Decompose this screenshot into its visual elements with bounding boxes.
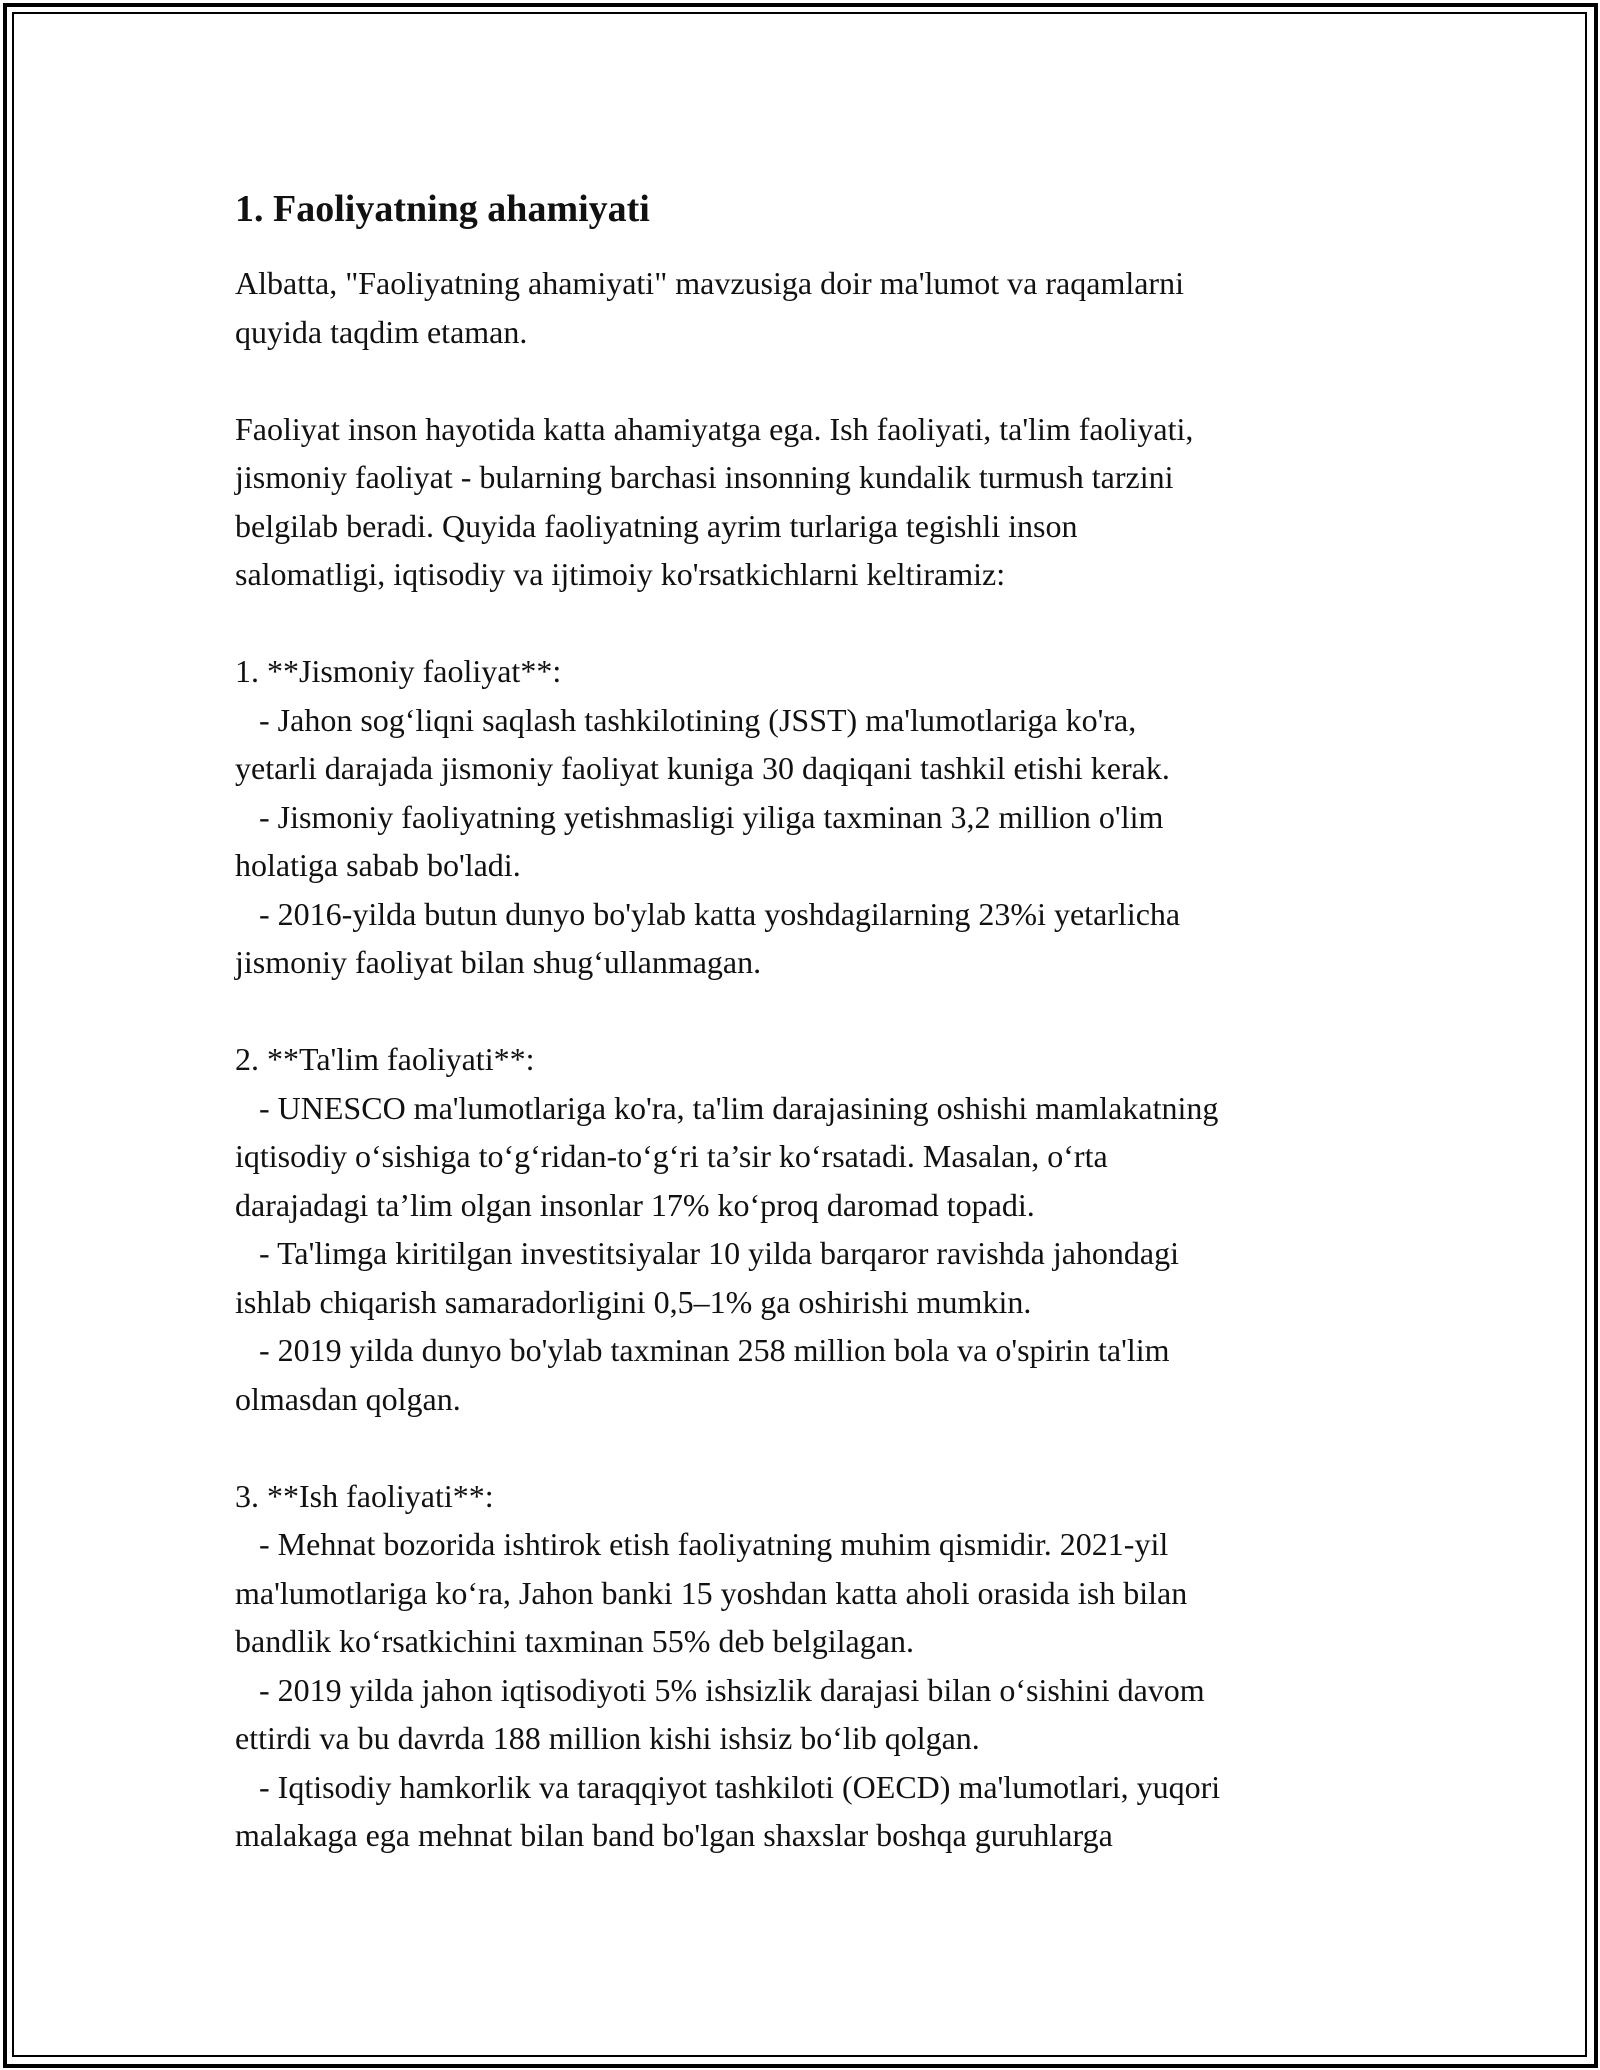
list-line: yetarli darajada jismoniy faoliyat kuniga 30 daqiqani tashkil etishi kerak. (235, 750, 1170, 786)
document-page (235, 185, 1365, 1860)
section-physical-activity (235, 647, 1365, 987)
list-item-title: 1. **Jismoniy faoliyat**: (235, 653, 562, 689)
list-item-title: 2. **Ta'lim faoliyati**: (235, 1041, 535, 1077)
paragraph-gap (235, 987, 1365, 1036)
intro-line: Albatta, "Faoliyatning ahamiyati" mavzusiga doir ma'lumot va raqamlarni (235, 265, 1184, 301)
overview-line: belgilab beradi. Quyida faoliyatning ayrim turlariga tegishli inson (235, 507, 1078, 544)
overview-line: Faoliyat inson hayotida katta ahamiyatga ega. Ish faoliyati, ta'lim faoliyati, (235, 410, 1194, 447)
list-line: - 2016-yilda butun dunyo bo'ylab katta yoshdagilarning 23%i yetarlicha (235, 895, 1181, 932)
list-line: holatiga sabab bo'ladi. (235, 847, 521, 883)
intro-line: quyida taqdim etaman. (235, 313, 528, 350)
list-line: - Iqtisodiy hamkorlik va taraqqiyot tashkiloti (OECD) ma'lumotlari, yuqori (235, 1768, 1221, 1805)
list-line: darajadagi ta’lim olgan insonlar 17% ko‘proq daromad topadi. (235, 1186, 1035, 1223)
list-line: - Mehnat bozorida ishtirok etish faoliyatning muhim qismidir. 2021-yil (235, 1526, 1169, 1562)
intro-paragraph (235, 259, 1365, 356)
list-item-title: 3. **Ish faoliyati**: (235, 1477, 494, 1514)
list-line: ma'lumotlariga ko‘ra, Jahon banki 15 yoshdan katta aholi orasida ish bilan (235, 1574, 1188, 1611)
list-line: olmasdan qolgan. (235, 1380, 461, 1417)
list-line: ettirdi va bu davrda 188 million kishi ishsiz bo‘lib qolgan. (235, 1720, 980, 1756)
list-line: - UNESCO ma'lumotlariga ko'ra, ta'lim darajasining oshishi mamlakatning (235, 1089, 1219, 1126)
list-line: - Jahon sog‘liqni saqlash tashkilotining (JSST) ma'lumotlariga ko'ra, (235, 701, 1137, 738)
list-line: jismoniy faoliyat bilan shug‘ullanmagan. (235, 944, 762, 980)
list-line: - 2019 yilda jahon iqtisodiyoti 5% ishsizlik darajasi bilan o‘sishini davom (235, 1671, 1205, 1708)
overview-line: jismoniy faoliyat - bularning barchasi insonning kundalik turmush tarzini (235, 459, 1174, 495)
paragraph-gap (235, 599, 1365, 648)
list-line: - Jismoniy faoliyatning yetishmasligi yiliga taxminan 3,2 million o'lim (235, 798, 1164, 835)
section-heading: 1. Faoliyatning ahamiyati (235, 188, 650, 230)
paragraph-gap (235, 356, 1365, 405)
list-line: malakaga ega mehnat bilan band bo'lgan shaxslar boshqa guruhlarga (235, 1817, 1113, 1853)
list-line: - 2019 yilda dunyo bo'ylab taxminan 258 million bola va o'spirin ta'lim (235, 1332, 1170, 1368)
list-line: iqtisodiy o‘sishiga to‘g‘ridan-to‘g‘ri ta’sir ko‘rsatadi. Masalan, o‘rta (235, 1138, 1108, 1174)
list-line: - Ta'limga kiritilgan investitsiyalar 10 yilda barqaror ravishda jahondagi (235, 1235, 1180, 1271)
section-education-activity (235, 1035, 1365, 1423)
paragraph-gap (235, 1423, 1365, 1472)
overview-line: salomatligi, iqtisodiy va ijtimoiy ko'rsatkichlarni keltiramiz: (235, 556, 1006, 592)
list-line: ishlab chiqarish samaradorligini 0,5–1% ga oshirishi mumkin. (235, 1283, 1032, 1320)
section-work-activity (235, 1472, 1365, 1860)
overview-paragraph (235, 405, 1365, 599)
list-line: bandlik ko‘rsatkichini taxminan 55% deb belgilagan. (235, 1623, 914, 1659)
